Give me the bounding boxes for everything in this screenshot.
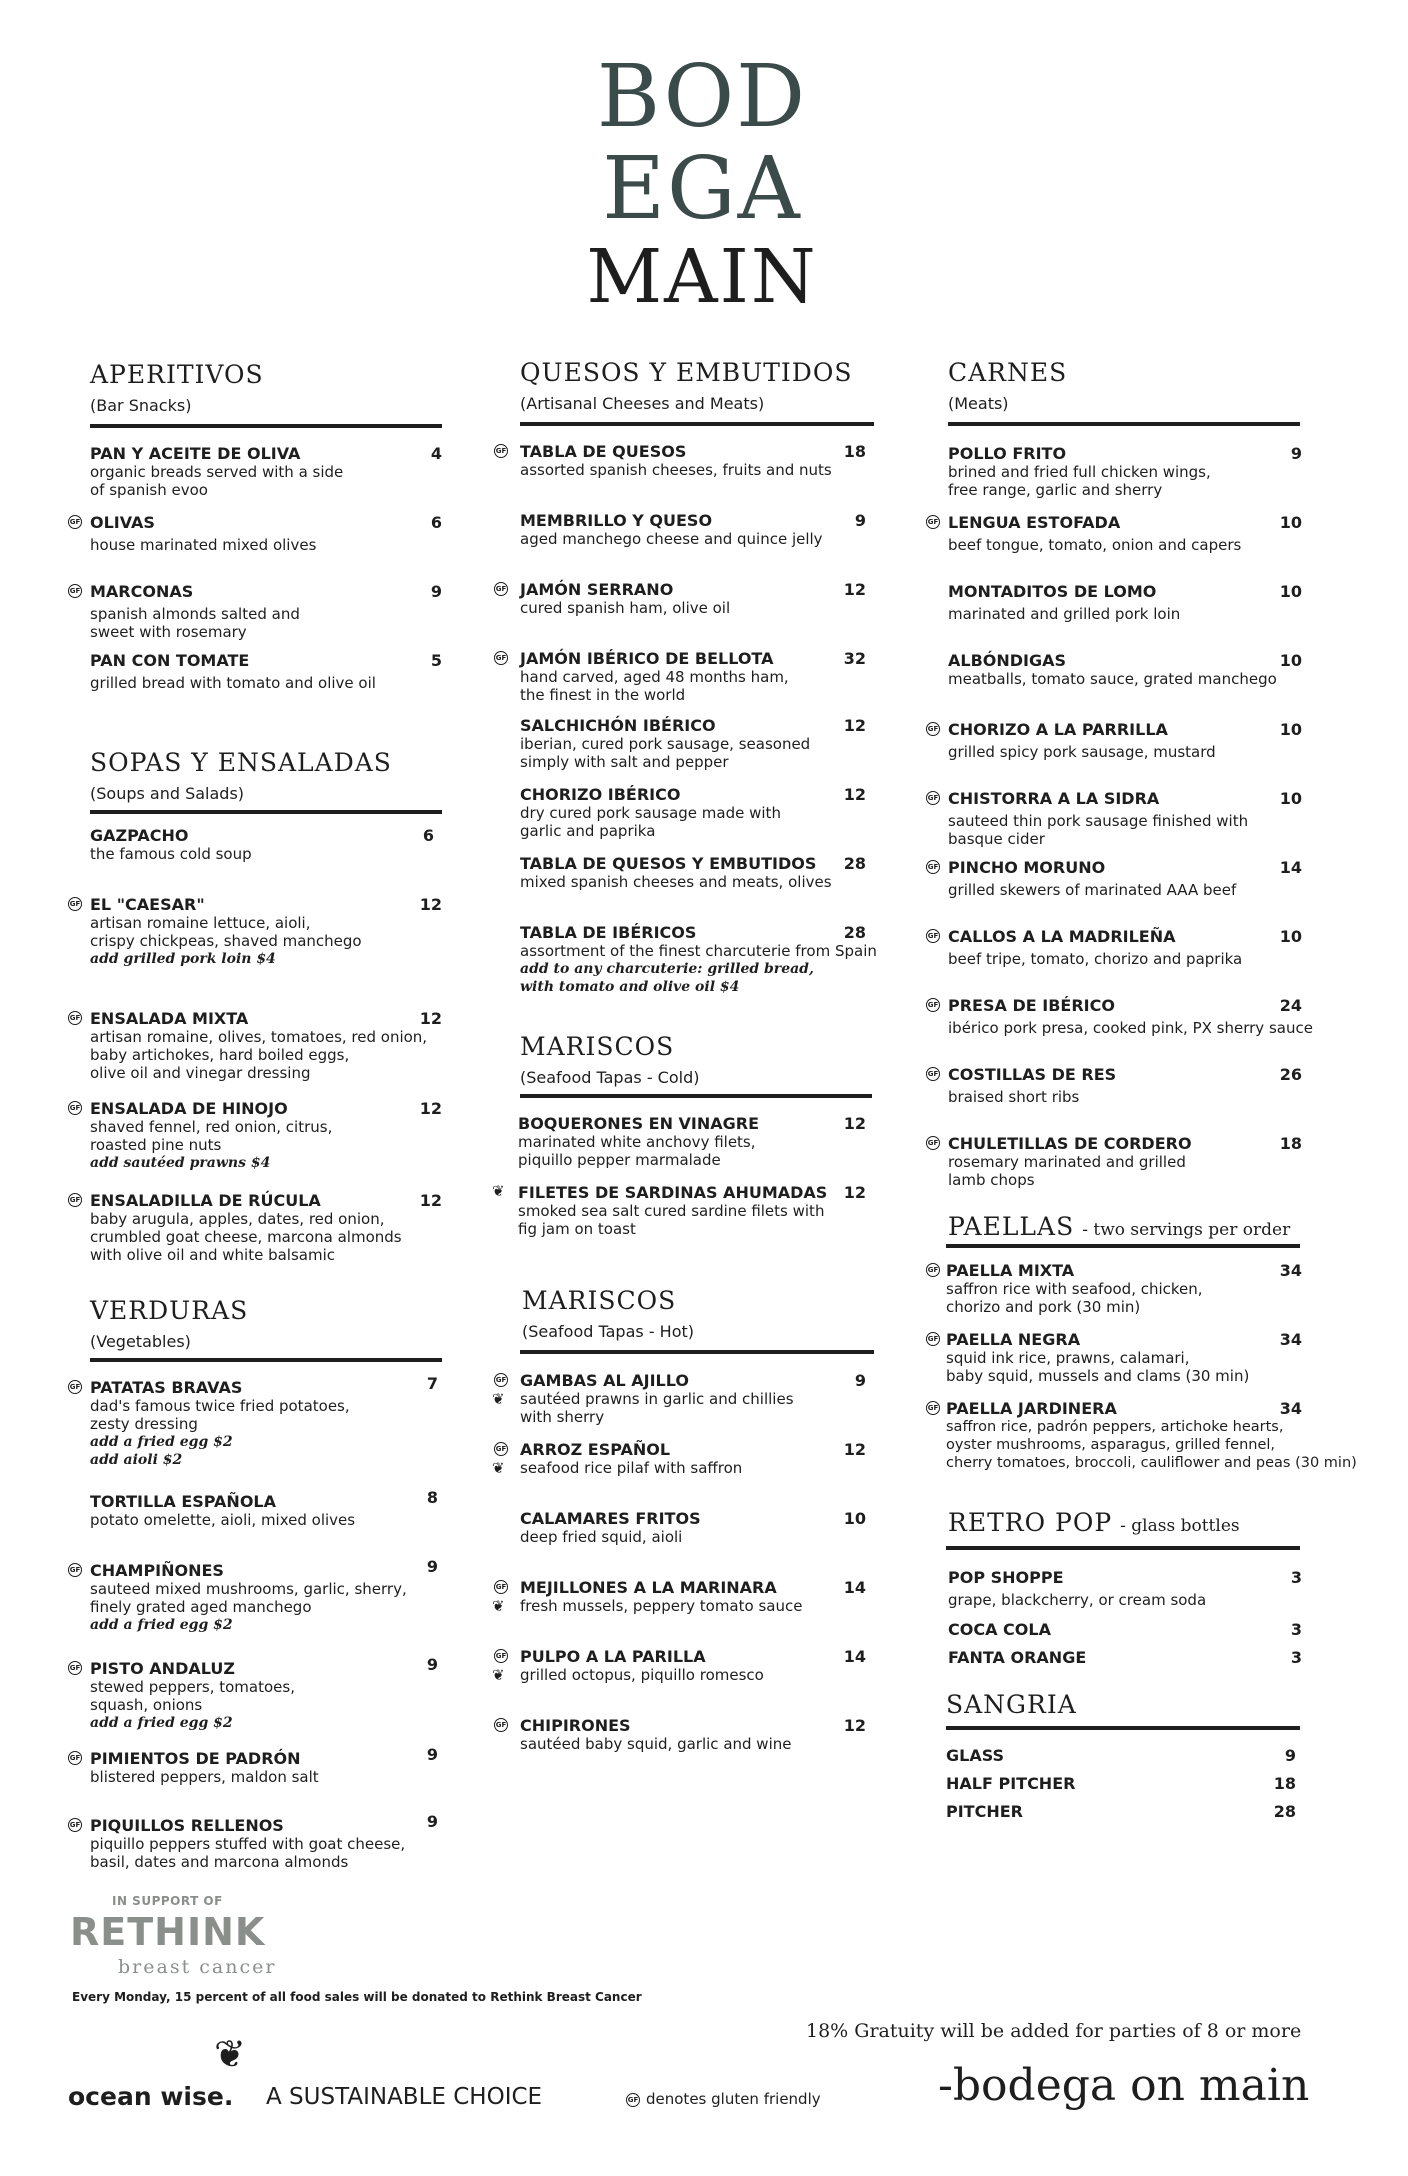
item-desc: sauteed thin pork sausage finished with basque cider [948, 812, 1249, 848]
item-name: PRESA DE IBÉRICO [948, 996, 1115, 1015]
item-price: 12 [843, 1183, 866, 1202]
menu-item [90, 1561, 407, 1634]
section-title-mariscos-cold: MARISCOS [520, 1032, 675, 1061]
item-price: 3 [1290, 1648, 1302, 1667]
menu-item [90, 1099, 332, 1172]
item-name: PIQUILLOS RELLENOS [90, 1816, 284, 1835]
menu-item [948, 927, 1242, 968]
item-price: 18 [1273, 1774, 1296, 1793]
item-price: 10 [1279, 651, 1302, 670]
gf-icon: GF [68, 1193, 82, 1207]
bodega-signature: -bodega on main [938, 2060, 1310, 2111]
menu-item [90, 1378, 350, 1469]
section-title-retro-pop [948, 1508, 1240, 1537]
item-price: 5 [430, 651, 442, 670]
item-desc: iberian, cured pork sausage, seasoned simply with salt and pepper [520, 735, 811, 771]
gf-icon: GF [494, 582, 508, 596]
gf-icon: GF [68, 1563, 82, 1577]
menu-item [948, 1065, 1116, 1106]
item-desc: braised short ribs [948, 1088, 1080, 1106]
item-desc: the famous cold soup [90, 845, 252, 863]
logo-line-3: MAIN [586, 234, 818, 320]
menu-item [946, 1802, 1023, 1821]
item-price: 9 [854, 1371, 866, 1390]
item-name: PAELLA JARDINERA [946, 1399, 1117, 1418]
item-desc: piquillo peppers stuffed with goat cheese, basil, dates and marcona almonds [90, 1835, 406, 1871]
item-name: POP SHOPPE [948, 1568, 1064, 1587]
menu-item [520, 442, 832, 479]
section-rule [520, 1094, 872, 1098]
menu-item [90, 1749, 319, 1786]
gf-icon: GF [926, 1067, 940, 1081]
menu-item [946, 1746, 1004, 1765]
menu-item [90, 651, 376, 692]
item-name: GAZPACHO [90, 826, 189, 845]
fish-icon: ❦ [214, 2032, 246, 2076]
section-rule [946, 1726, 1300, 1730]
item-price: 6 [422, 826, 434, 845]
item-desc: rosemary marinated and grilled lamb chops [948, 1153, 1186, 1189]
menu-item [946, 1774, 1075, 1793]
menu-item [90, 513, 316, 554]
item-price: 4 [430, 444, 442, 463]
item-name: CHAMPIÑONES [90, 1561, 224, 1580]
menu-item [946, 1261, 1203, 1316]
menu-item [520, 1371, 794, 1426]
menu-item [520, 1647, 764, 1684]
item-price: 9 [1290, 444, 1302, 463]
fish-icon: ❦ [492, 1390, 505, 1408]
section-rule [90, 1358, 442, 1362]
item-addon: add to any charcuterie: grilled bread, with tomato and olive oil $4 [520, 961, 814, 995]
item-desc: assorted spanish cheeses, fruits and nuts [520, 461, 832, 479]
gf-icon: GF [494, 1649, 508, 1663]
section-subtitle-mariscos-cold: (Seafood Tapas - Cold) [520, 1068, 700, 1087]
item-price: 9 [854, 511, 866, 530]
item-name: TABLA DE IBÉRICOS [520, 923, 697, 942]
item-desc: deep fried squid, aioli [520, 1528, 683, 1546]
menu-item [518, 1183, 827, 1238]
support-label: IN SUPPORT OF [112, 1894, 223, 1908]
gf-icon: GF [926, 860, 940, 874]
menu-item [948, 513, 1241, 554]
item-name: MARCONAS [90, 582, 194, 601]
logo-line-2: EGA [602, 139, 802, 239]
item-price: 9 [1284, 1746, 1296, 1765]
section-subtitle-mariscos-hot: (Seafood Tapas - Hot) [522, 1322, 695, 1341]
menu-item [520, 1578, 802, 1615]
gf-icon: GF [926, 1263, 940, 1277]
item-price: 3 [1290, 1620, 1302, 1639]
item-price: 10 [1279, 927, 1302, 946]
section-title-aperitivos: APERITIVOS [90, 360, 264, 389]
menu-item [948, 858, 1236, 899]
sustainable-choice: A SUSTAINABLE CHOICE [266, 2084, 543, 2110]
section-rule [520, 422, 874, 426]
item-addon: add a fried egg $2 [90, 1617, 233, 1633]
menu-item [520, 785, 781, 840]
gf-icon: GF [626, 2093, 640, 2107]
section-title-paellas [948, 1212, 1290, 1241]
item-price: 3 [1290, 1568, 1302, 1587]
item-desc: beef tripe, tomato, chorizo and paprika [948, 950, 1243, 968]
menu-item [948, 996, 1313, 1037]
gf-icon: GF [926, 998, 940, 1012]
item-price: 9 [426, 1745, 438, 1764]
item-desc: grilled spicy pork sausage, mustard [948, 743, 1216, 761]
item-price: 26 [1279, 1065, 1302, 1084]
menu-item [90, 1492, 355, 1529]
item-price: 12 [419, 895, 442, 914]
ocean-wise-logo: ocean wise. [68, 2082, 234, 2111]
item-price: 12 [843, 580, 866, 599]
item-price: 14 [1279, 858, 1302, 877]
menu-item [948, 651, 1277, 688]
gf-icon: GF [68, 515, 82, 529]
retro-pop-subtitle: - glass bottles [1120, 1516, 1240, 1536]
section-subtitle-verduras: (Vegetables) [90, 1332, 191, 1351]
gf-icon: GF [68, 1011, 82, 1025]
item-price: 28 [843, 854, 866, 873]
gf-note: denotes gluten friendly [646, 2090, 821, 2108]
item-name: PATATAS BRAVAS [90, 1378, 243, 1397]
fish-icon: ❦ [492, 1597, 505, 1615]
item-addon: add sautéed prawns $4 [90, 1155, 271, 1171]
item-name: JAMÓN SERRANO [520, 580, 674, 599]
item-desc: fresh mussels, peppery tomato sauce [520, 1597, 803, 1615]
item-desc: aged manchego cheese and quince jelly [520, 530, 823, 548]
menu-item [520, 1440, 742, 1477]
gf-icon: GF [68, 1101, 82, 1115]
menu-item [520, 854, 832, 891]
section-title-carnes: CARNES [948, 358, 1068, 387]
gf-icon: GF [68, 897, 82, 911]
item-price: 18 [843, 442, 866, 461]
item-desc: sautéed baby squid, garlic and wine [520, 1735, 792, 1753]
item-name: ARROZ ESPAÑOL [520, 1440, 671, 1459]
menu-item [948, 789, 1248, 848]
item-price: 9 [426, 1812, 438, 1831]
item-addon: add a fried egg $2 [90, 1715, 233, 1731]
item-name: POLLO FRITO [948, 444, 1067, 463]
item-desc: meatballs, tomato sauce, grated manchego [948, 670, 1277, 688]
menu-item [948, 444, 1211, 499]
menu-item [90, 1191, 402, 1264]
item-desc: sauteed mixed mushrooms, garlic, sherry, finely grated aged manchego [90, 1580, 407, 1616]
item-desc: assortment of the finest charcuterie from Spain [520, 942, 877, 960]
gf-icon: GF [494, 1373, 508, 1387]
item-desc: brined and fried full chicken wings, free range, garlic and sherry [948, 463, 1211, 499]
item-name: PAN Y ACEITE DE OLIVA [90, 444, 301, 463]
fish-icon: ❦ [492, 1182, 505, 1200]
menu-item [948, 582, 1180, 623]
section-subtitle-carnes: (Meats) [948, 394, 1009, 413]
menu-item [90, 826, 252, 863]
item-name: TORTILLA ESPAÑOLA [90, 1492, 276, 1511]
item-name: ENSALADA DE HINOJO [90, 1099, 288, 1118]
item-desc: squid ink rice, prawns, calamari, baby squid, mussels and clams (30 min) [946, 1349, 1250, 1385]
item-name: CHIPIRONES [520, 1716, 631, 1735]
item-name: CHORIZO IBÉRICO [520, 785, 681, 804]
item-price: 34 [1279, 1261, 1302, 1280]
menu-item [90, 895, 362, 968]
item-name: CHULETILLAS DE CORDERO [948, 1134, 1192, 1153]
item-name: FILETES DE SARDINAS AHUMADAS [518, 1183, 828, 1202]
menu-item [90, 444, 343, 499]
gf-icon: GF [68, 1818, 82, 1832]
gf-icon: GF [926, 515, 940, 529]
menu-item [520, 1716, 791, 1753]
menu-item [520, 511, 823, 548]
menu-item [520, 580, 730, 617]
section-subtitle-aperitivos: (Bar Snacks) [90, 396, 192, 415]
item-desc: cured spanish ham, olive oil [520, 599, 731, 617]
item-desc: beef tongue, tomato, onion and capers [948, 536, 1242, 554]
item-price: 10 [1279, 720, 1302, 739]
rethink-logo: RETHINK [70, 1910, 266, 1954]
menu-item [948, 720, 1216, 761]
item-desc: blistered peppers, maldon salt [90, 1768, 319, 1786]
item-desc: dad's famous twice fried potatoes, zesty dressing [90, 1397, 350, 1433]
item-price: 9 [426, 1655, 438, 1674]
section-rule [946, 1546, 1300, 1550]
menu-item [948, 1568, 1206, 1609]
item-desc: grilled skewers of marinated AAA beef [948, 881, 1237, 899]
item-price: 10 [1279, 789, 1302, 808]
section-rule [90, 424, 442, 428]
item-name: MONTADITOS DE LOMO [948, 582, 1157, 601]
rethink-breast-cancer: breast cancer [118, 1956, 277, 1978]
gf-icon: GF [926, 1401, 940, 1415]
item-price: 28 [843, 923, 866, 942]
paellas-subtitle: - two servings per order [1082, 1220, 1291, 1240]
item-price: 24 [1279, 996, 1302, 1015]
item-name: PAN CON TOMATE [90, 651, 250, 670]
item-name: COCA COLA [948, 1620, 1051, 1639]
item-price: 10 [1279, 513, 1302, 532]
retro-pop-title: RETRO POP [948, 1508, 1113, 1537]
item-price: 8 [426, 1488, 438, 1507]
gf-icon: GF [494, 1442, 508, 1456]
item-name: TABLA DE QUESOS [520, 442, 687, 461]
item-price: 12 [843, 716, 866, 735]
item-price: 12 [843, 1716, 866, 1735]
item-price: 9 [430, 582, 442, 601]
fish-icon: ❦ [492, 1459, 505, 1477]
item-desc: marinated and grilled pork loin [948, 605, 1181, 623]
item-price: 12 [843, 1114, 866, 1133]
item-desc: potato omelette, aioli, mixed olives [90, 1511, 356, 1529]
item-desc: house marinated mixed olives [90, 536, 317, 554]
item-name: PINCHO MORUNO [948, 858, 1106, 877]
item-name: GAMBAS AL AJILLO [520, 1371, 689, 1390]
menu-item [948, 1648, 1086, 1667]
gf-icon: GF [926, 791, 940, 805]
section-subtitle-quesos: (Artisanal Cheeses and Meats) [520, 394, 765, 413]
menu-item [90, 1659, 295, 1732]
item-name: TABLA DE QUESOS Y EMBUTIDOS [520, 854, 817, 873]
item-name: PAELLA MIXTA [946, 1261, 1075, 1280]
item-name: GLASS [946, 1746, 1005, 1765]
item-addon: add a fried egg $2 add aioli $2 [90, 1434, 233, 1468]
item-price: 18 [1279, 1134, 1302, 1153]
item-name: JAMÓN IBÉRICO DE BELLOTA [520, 649, 774, 668]
menu-item [946, 1330, 1249, 1385]
item-price: 34 [1279, 1399, 1302, 1418]
item-name: FANTA ORANGE [948, 1648, 1087, 1667]
gf-icon: GF [494, 1580, 508, 1594]
menu-item [90, 582, 300, 641]
gf-icon: GF [926, 1136, 940, 1150]
item-addon: add grilled pork loin $4 [90, 951, 276, 967]
menu-item [90, 1816, 405, 1871]
item-price: 12 [843, 1440, 866, 1459]
section-title-mariscos-hot: MARISCOS [522, 1286, 677, 1315]
section-rule [520, 1350, 874, 1354]
paellas-title: PAELLAS [948, 1212, 1075, 1241]
item-name: ENSALADA MIXTA [90, 1009, 249, 1028]
section-rule [90, 810, 442, 814]
item-name: LENGUA ESTOFADA [948, 513, 1121, 532]
item-price: 10 [1279, 582, 1302, 601]
section-title-sangria: SANGRIA [946, 1690, 1077, 1719]
gratuity-note: 18% Gratuity will be added for parties of 8 or more [806, 2020, 1302, 2042]
menu-item [520, 716, 810, 771]
item-price: 12 [419, 1099, 442, 1118]
gf-icon: GF [494, 651, 508, 665]
menu-item [518, 1114, 759, 1169]
gf-icon: GF [68, 1661, 82, 1675]
menu-item [520, 649, 789, 704]
menu-item [948, 1620, 1051, 1639]
section-title-verduras: VERDURAS [90, 1296, 249, 1325]
item-desc: artisan romaine, olives, tomatoes, red onion, baby artichokes, hard boiled eggs, olive oil and vinegar dressing [90, 1028, 428, 1082]
fish-icon: ❦ [492, 1666, 505, 1684]
item-price: 9 [426, 1557, 438, 1576]
item-price: 12 [419, 1191, 442, 1210]
item-name: PAELLA NEGRA [946, 1330, 1081, 1349]
gf-icon: GF [926, 929, 940, 943]
gf-icon: GF [494, 444, 508, 458]
gf-icon: GF [494, 1718, 508, 1732]
item-desc: grilled bread with tomato and olive oil [90, 674, 376, 692]
item-name: BOQUERONES EN VINAGRE [518, 1114, 760, 1133]
item-name: ALBÓNDIGAS [948, 651, 1067, 670]
item-price: 12 [843, 785, 866, 804]
item-desc: seafood rice pilaf with saffron [520, 1459, 743, 1477]
logo-line-1: BOD [596, 47, 808, 147]
item-desc: hand carved, aged 48 months ham, the finest in the world [520, 668, 789, 704]
item-desc: dry cured pork sausage made with garlic and paprika [520, 804, 781, 840]
item-name: SALCHICHÓN IBÉRICO [520, 716, 716, 735]
section-subtitle-sopas: (Soups and Salads) [90, 784, 245, 803]
item-desc: shaved fennel, red onion, citrus, roasted pine nuts [90, 1118, 333, 1154]
item-desc: saffron rice with seafood, chicken, chorizo and pork (30 min) [946, 1280, 1203, 1316]
item-desc: smoked sea salt cured sardine filets with fig jam on toast [518, 1202, 825, 1238]
item-price: 34 [1279, 1330, 1302, 1349]
gf-icon: GF [926, 1332, 940, 1346]
item-name: PITCHER [946, 1802, 1023, 1821]
item-price: 14 [843, 1647, 866, 1666]
item-desc: grilled octopus, piquillo romesco [520, 1666, 764, 1684]
item-name: COSTILLAS DE RES [948, 1065, 1117, 1084]
section-rule [948, 422, 1300, 426]
bodega-main-logo [572, 47, 832, 320]
item-desc: sautéed prawns in garlic and chillies with sherry [520, 1390, 794, 1426]
item-name: CHORIZO A LA PARRILLA [948, 720, 1168, 739]
item-desc: artisan romaine lettuce, aioli, crispy chickpeas, shaved manchego [90, 914, 362, 950]
item-desc: grape, blackcherry, or cream soda [948, 1591, 1207, 1609]
menu-item [90, 1009, 427, 1082]
item-name: CALLOS A LA MADRILEÑA [948, 927, 1176, 946]
item-desc: saffron rice, padrón peppers, artichoke hearts, oyster mushrooms, asparagus, grilled fennel, cherry tomatoes, broccoli, cauliflower and peas (30 min) [946, 1419, 1357, 1471]
item-name: OLIVAS [90, 513, 155, 532]
item-price: 10 [843, 1509, 866, 1528]
section-title-sopas: SOPAS Y ENSALADAS [90, 748, 392, 777]
item-name: PISTO ANDALUZ [90, 1659, 235, 1678]
item-name: MEMBRILLO Y QUESO [520, 511, 713, 530]
item-name: PIMIENTOS DE PADRÓN [90, 1749, 301, 1768]
item-name: CALAMARES FRITOS [520, 1509, 701, 1528]
item-desc: mixed spanish cheeses and meats, olives [520, 873, 832, 891]
item-desc: spanish almonds salted and sweet with rosemary [90, 605, 300, 641]
menu-item [520, 1509, 701, 1546]
gf-icon: GF [68, 1380, 82, 1394]
section-title-quesos: QUESOS Y EMBUTIDOS [520, 358, 853, 387]
item-name: MEJILLONES A LA MARINARA [520, 1578, 777, 1597]
item-desc: organic breads served with a side of spanish evoo [90, 463, 344, 499]
item-price: 12 [419, 1009, 442, 1028]
item-desc: ibérico pork presa, cooked pink, PX sherry sauce [948, 1019, 1313, 1037]
item-name: CHISTORRA A LA SIDRA [948, 789, 1160, 808]
item-price: 7 [426, 1374, 438, 1393]
item-price: 28 [1273, 1802, 1296, 1821]
item-name: PULPO A LA PARILLA [520, 1647, 706, 1666]
section-rule [946, 1244, 1300, 1248]
gf-icon: GF [926, 722, 940, 736]
item-name: ENSALADILLA DE RÚCULA [90, 1191, 321, 1210]
donation-note: Every Monday, 15 percent of all food sales will be donated to Rethink Breast Cancer [72, 1990, 642, 2004]
item-desc: stewed peppers, tomatoes, squash, onions [90, 1678, 295, 1714]
item-price: 6 [430, 513, 442, 532]
item-name: HALF PITCHER [946, 1774, 1076, 1793]
item-name: EL "CAESAR" [90, 895, 205, 914]
menu-item [520, 923, 877, 996]
item-price: 14 [843, 1578, 866, 1597]
gf-icon: GF [68, 1751, 82, 1765]
item-desc: marinated white anchovy filets, piquillo pepper marmalade [518, 1133, 756, 1169]
menu-item [948, 1134, 1192, 1189]
item-price: 32 [843, 649, 866, 668]
item-desc: baby arugula, apples, dates, red onion, crumbled goat cheese, marcona almonds with olive oil and white balsamic [90, 1210, 402, 1264]
gf-icon: GF [68, 584, 82, 598]
